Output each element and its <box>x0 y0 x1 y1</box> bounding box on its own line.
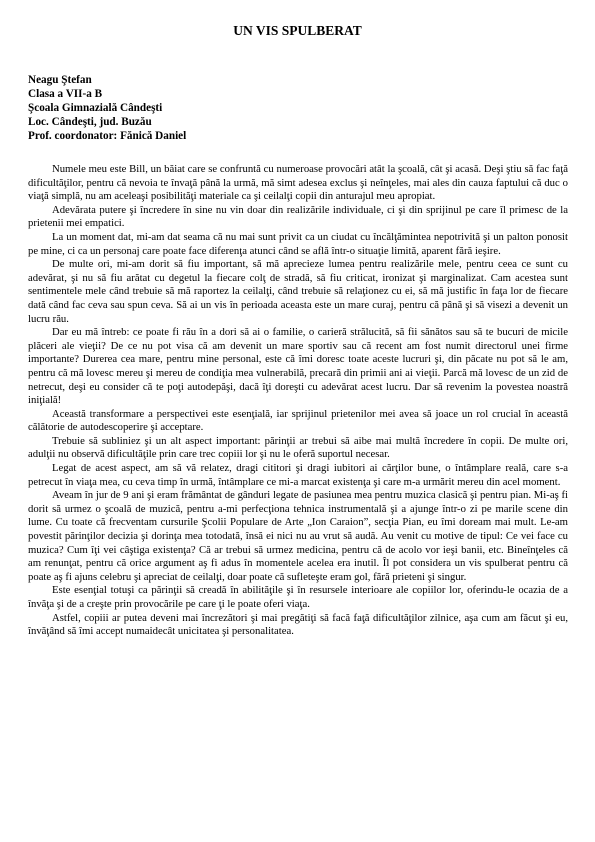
author-class: Clasa a VII-a B <box>28 87 103 100</box>
paragraph: De multe ori, mi-am dorit să fiu important, să mă aprecieze lumea pentru realizările mele, pentru ceea ce sunt cu adevărat, şi nu să fiu arătat cu degetul la fiecare colţ de stradă, să fiu criticat, ironizat şi marginalizat. Cam acestea sunt sentimentele mele când trebuie să mă raportez la ceilalţi, când trebuie să relaţionez cu ei, să mă justific în faţa lor de fiecare dată când fac ceva sau spun ceva. Să ai un vis în perioada aceasta este un mare curaj, pentru că până şi să visezi a devenit un lucru rău. <box>28 258 568 325</box>
paragraph: Dar eu mă întreb: ce poate fi rău în a dori să ai o familie, o carieră strălucită, să fii sănătos sau să te bucuri de micile plăceri ale vieţii? De ce nu pot visa că am devenit un mare sportiv sau că recent am fost numit directorul unei firme importante? Durerea cea mare, pentru mine personal, este că îmi doresc toate aceste lucruri şi, din păcate nu pot să le am, pentru că mă lovesc mereu şi mereu de condiţia mea vulnerabilă, precară din primii ani ai vieţii. Parcă mă lovesc de un zid de netrecut, deşi eu consider că te poţi autodepăşi, dacă îţi doreşti cu adevărat acest lucru. Dar să revenim la povestea noastră iniţială! <box>28 326 568 407</box>
paragraph: La un moment dat, mi-am dat seama că nu mai sunt privit ca un ciudat cu încălţămintea nepotrivită şi un palton ponosit pe mine, ci ca un personaj care poate face diferenţa atunci când se află într-o situaţie limită, aparent fără ieşire. <box>28 230 568 257</box>
author-block <box>28 74 568 144</box>
paragraph: Această transformare a perspectivei este esenţială, iar sprijinul prietenilor mei avea să joace un rol crucial în această călătorie de autodescoperire şi acceptare. <box>28 407 568 434</box>
paragraph: Este esenţial totuşi ca părinţii să creadă în abilităţile şi în resursele interioare ale copiilor lor, oferindu-le ocazia de a învăţa şi de a creşte prin provocările pe care ţi le poate oferi viaţa. <box>28 584 568 610</box>
document-title: UN VIS SPULBERAT <box>233 23 362 38</box>
author-name: Neagu Ştefan <box>28 74 92 86</box>
paragraph: Adevărata putere şi încredere în sine nu vin doar din realizările individuale, ci şi din sprijinul pe care îl primesc de la prietenii mei empatici. <box>28 203 568 230</box>
paragraph: Numele meu este Bill, un băiat care se confruntă cu numeroase provocări atât la şcoală, cât şi acasă. Deşi ştiu să fac faţă dificultăţilor, pentru că nevoia te învaţă până la urmă, mă simt adesea exclus şi neînţeles, mai ales din cauza faptului că duc o viaţă simplă, nu am aceleaşi posibilităţi materiale ca şi ceilalţi copii din anturajul meu apropiat. <box>28 163 568 203</box>
paragraph: Legat de acest aspect, am să vă relatez, dragi cititori şi dragi iubitori ai cărţilor bune, o întâmplare reală, care s-a petrecut în viaţa mea, cu ceva timp în urmă, întâmplare ce mi-a marcat existenţa şi care m-a urmărit mereu din acel moment. <box>28 462 568 488</box>
author-location: Loc. Cândeşti, jud. Buzău <box>28 115 152 128</box>
paragraph: Astfel, copiii ar putea deveni mai încrezători şi mai pregătiţi să facă faţă dificultăţilor zilnice, aşa cum am făcut şi eu, învăţând să îmi accept numaidecât unicitatea şi personalitatea. <box>28 611 568 638</box>
paragraph: Trebuie să subliniez şi un alt aspect important: părinţii ar trebui să aibe mai multă încredere în copii. De multe ori, adulţii nu observă dificultăţile prin care trec copiii lor şi nu le oferă suportul necesar. <box>28 434 568 461</box>
author-coordinator: Prof. coordonator: Fănică Daniel <box>28 129 187 142</box>
author-school: Şcoala Gimnazială Cândeşti <box>28 101 163 114</box>
document-body <box>28 163 568 639</box>
paragraph: Aveam în jur de 9 ani şi eram frământat de gânduri legate de pasiunea mea pentru muzica clasică şi pentru pian. Mi-aş fi dorit să urmez o şcoală de muzică, pentru a-mi perfecţiona tehnica instrumentală şi a ajunge într-o zi pe marile scene din lume. Cu toate că frecventam cursurile Şcolii Populare de Arte „Ion Caraion”, secţia Pian, eu îmi doream mai mult. Le-am povestit părinţilor decizia şi dorinţa mea totodată, însă ei nici nu au vrut să audă. Au venit cu motive de tipul: Ce vei face cu muzica? Cum îţi vei câştiga existenţa? Că ar trebui să urmez medicina, pentru că de acolo vor ieşi banii, etc. Bineînţeles că am renunţat, pentru că orice argument aş fi adus în momentele acelea era inutil. Îl pot considera un vis spulberat pentru că poate aş fi ajuns celebru şi apreciat de ceilalţi, doar poate că sufleteşte eram gol, fără prieteni şi singur. <box>28 489 568 583</box>
